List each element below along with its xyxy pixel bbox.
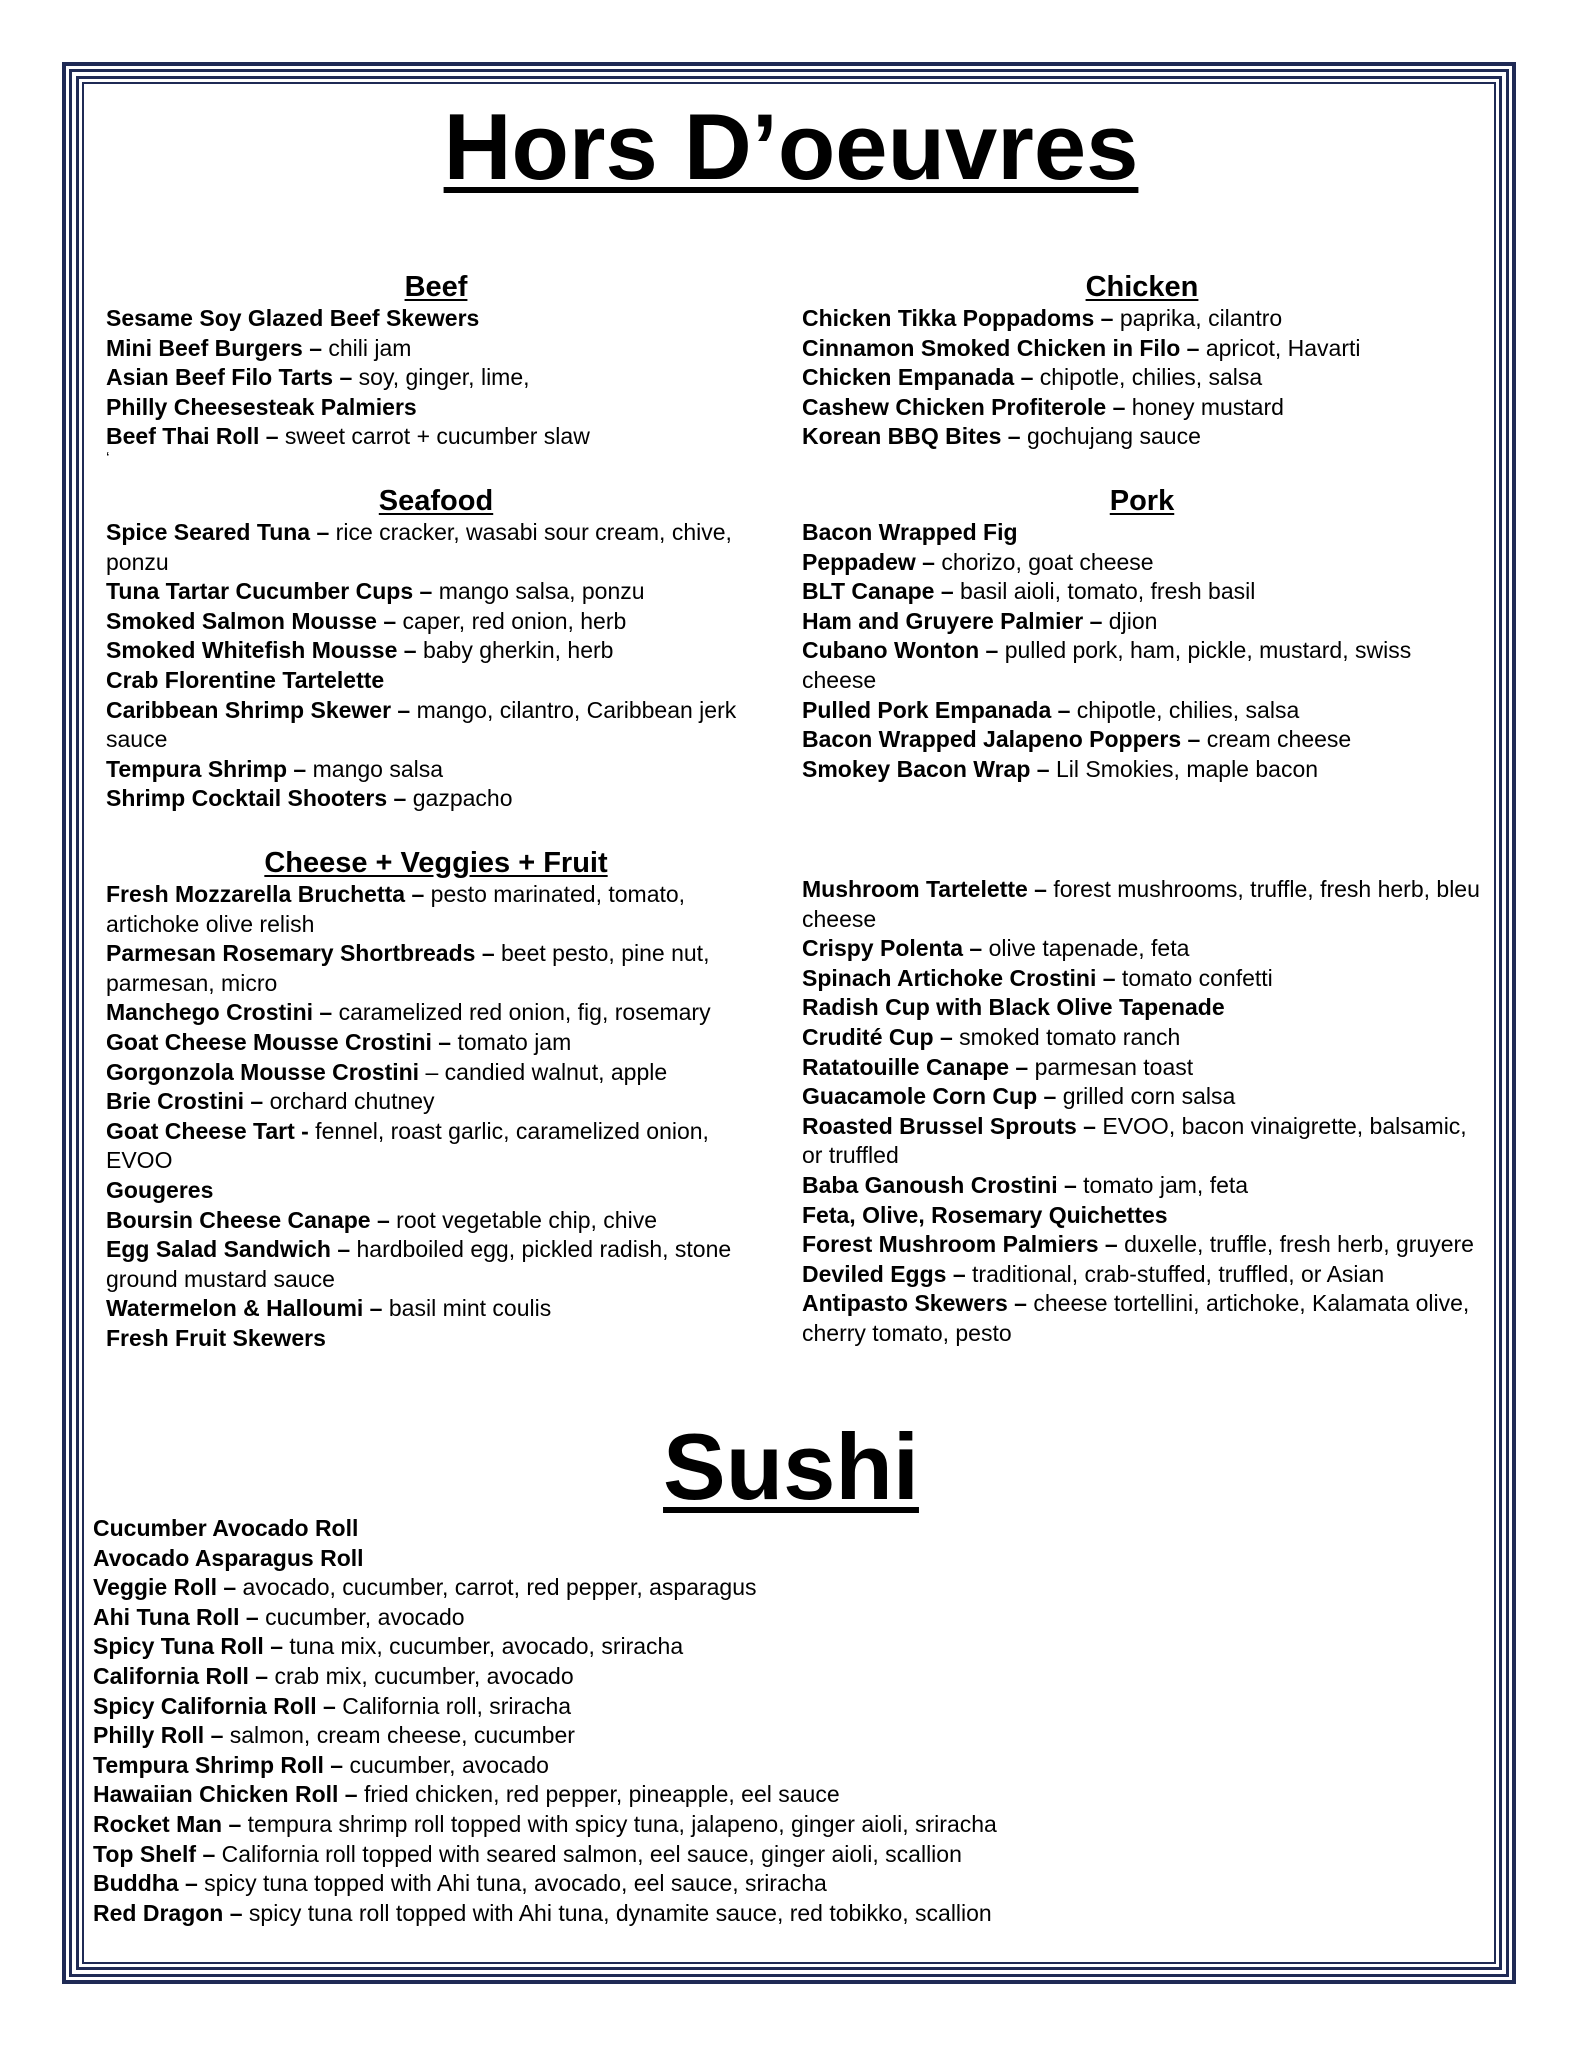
menu-item xyxy=(106,1324,766,1354)
menu-item xyxy=(106,1235,766,1294)
menu-item-description: basil mint coulis xyxy=(382,1295,552,1322)
menu-item-description: duxelle, truffle, fresh herb, gruyere xyxy=(1117,1231,1474,1258)
menu-item-name: Ham and Gruyere Palmier – xyxy=(802,607,1103,634)
menu-item-name: Chicken Tikka Poppadoms – xyxy=(802,305,1114,331)
menu-item-name: Manchego Crostini – xyxy=(106,999,333,1026)
menu-item-description: mango, cilantro, Caribbean jerk sauce xyxy=(106,696,737,753)
menu-item xyxy=(802,755,1482,785)
sushi-title: Sushi xyxy=(663,1414,919,1519)
menu-item-name: Roasted Brussel Sprouts – xyxy=(802,1112,1096,1139)
menu-item-name: Bacon Wrapped Fig xyxy=(802,519,1018,545)
menu-item-name: Ahi Tuna Roll – xyxy=(93,1603,259,1630)
menu-item xyxy=(93,1603,1493,1633)
menu-item-description: caper, red onion, herb xyxy=(396,607,627,634)
menu-item-description: soy, ginger, lime, xyxy=(352,364,530,391)
menu-item-name: Shrimp Cocktail Shooters – xyxy=(106,785,407,812)
menu-item-name: Fresh Fruit Skewers xyxy=(106,1324,326,1351)
menu-item-description: California roll topped with seared salmon, eel sauce, ginger aioli, scallion xyxy=(215,1840,962,1867)
menu-item xyxy=(93,1840,1493,1870)
menu-item xyxy=(106,518,766,577)
menu-item-description: EVOO, bacon vinaigrette, balsamic, or truffled xyxy=(802,1112,1467,1169)
menu-item-description: sweet carrot + cucumber slaw xyxy=(278,423,590,450)
menu-item-description: traditional, crab-stuffed, truffled, or Asian xyxy=(965,1260,1385,1287)
menu-item-name: Beef Thai Roll – xyxy=(106,423,279,450)
menu-item-name: Mushroom Tartelette – xyxy=(802,876,1047,902)
menu-item-name: Tempura Shrimp – xyxy=(106,755,307,782)
menu-item-description: cream cheese xyxy=(1200,726,1352,753)
menu-item xyxy=(93,1899,1493,1929)
menu-item-description: tomato jam xyxy=(451,1028,572,1055)
menu-item-name: Guacamole Corn Cup – xyxy=(802,1083,1057,1110)
menu-item-name: Egg Salad Sandwich – xyxy=(106,1236,351,1263)
menu-item xyxy=(802,1082,1482,1112)
cheese-veggies-fruit-section xyxy=(106,846,766,1354)
menu-item-name: Hawaiian Chicken Roll – xyxy=(93,1781,358,1808)
menu-item xyxy=(106,577,766,607)
menu-item xyxy=(106,1117,766,1176)
menu-item xyxy=(802,607,1482,637)
menu-item-description: smoked tomato ranch xyxy=(952,1023,1181,1050)
menu-item-name: Sesame Soy Glazed Beef Skewers xyxy=(106,305,480,331)
menu-item xyxy=(93,1662,1493,1692)
menu-item xyxy=(802,636,1482,695)
beef-heading: Beef xyxy=(404,271,468,303)
menu-item-description: California roll, sriracha xyxy=(335,1692,572,1719)
menu-item xyxy=(106,1087,766,1117)
menu-item xyxy=(802,548,1482,578)
menu-item-description: root vegetable chip, chive xyxy=(389,1206,657,1233)
menu-item xyxy=(93,1573,1493,1603)
menu-item-description: mango salsa, ponzu xyxy=(432,578,645,605)
menu-item-name: Smoked Whitefish Mousse – xyxy=(106,637,417,664)
menu-item xyxy=(106,1058,766,1088)
menu-item-description: paprika, cilantro xyxy=(1113,305,1283,331)
sushi-list xyxy=(93,1514,1493,1928)
menu-item xyxy=(93,1780,1493,1810)
menu-item xyxy=(106,607,766,637)
menu-item-name: Crudité Cup – xyxy=(802,1023,953,1050)
menu-item xyxy=(106,1176,766,1206)
menu-item xyxy=(802,304,1482,334)
menu-item-description: chorizo, goat cheese xyxy=(934,548,1154,575)
menu-item xyxy=(802,1230,1482,1260)
menu-item xyxy=(802,875,1482,934)
menu-item-description: hardboiled egg, pickled radish, stone ground mustard sauce xyxy=(106,1236,732,1292)
menu-item-name: Feta, Olive, Rosemary Quichettes xyxy=(802,1201,1168,1228)
menu-item-description: cucumber, avocado xyxy=(343,1751,549,1778)
menu-item-description: tuna mix, cucumber, avocado, sriracha xyxy=(283,1633,684,1660)
menu-item xyxy=(802,1053,1482,1083)
menu-item-name: Radish Cup with Black Olive Tapenade xyxy=(802,994,1225,1021)
menu-item-name: Philly Cheesesteak Palmiers xyxy=(106,393,417,420)
menu-item-name: Forest Mushroom Palmiers – xyxy=(802,1231,1118,1258)
menu-item-description: honey mustard xyxy=(1125,393,1284,420)
menu-item xyxy=(106,393,766,423)
menu-item-name: Spice Seared Tuna – xyxy=(106,519,330,545)
menu-item-name: Korean BBQ Bites – xyxy=(802,423,1021,450)
menu-item-description: Lil Smokies, maple bacon xyxy=(1049,755,1319,782)
menu-item-name: Spicy Tuna Roll – xyxy=(93,1633,283,1660)
menu-item xyxy=(106,784,766,814)
menu-item-name: Cucumber Avocado Roll xyxy=(93,1515,359,1541)
menu-item-description: spicy tuna topped with Ahi tuna, avocado, eel sauce, sriracha xyxy=(197,1870,827,1897)
menu-item-description: caramelized red onion, fig, rosemary xyxy=(332,999,711,1026)
menu-item xyxy=(93,1692,1493,1722)
hors-doeuvres-title: Hors D’oeuvres xyxy=(443,94,1139,199)
menu-item xyxy=(802,964,1482,994)
menu-item-description: tomato jam, feta xyxy=(1076,1171,1249,1198)
menu-item-name: Pulled Pork Empanada – xyxy=(802,696,1071,723)
menu-item xyxy=(106,696,766,755)
menu-item xyxy=(802,577,1482,607)
menu-item-name: Asian Beef Filo Tarts – xyxy=(106,364,353,391)
menu-item-name: Buddha – xyxy=(93,1870,198,1897)
menu-item-name: Ratatouille Canape – xyxy=(802,1053,1029,1080)
menu-item-name: Tempura Shrimp Roll – xyxy=(93,1751,344,1778)
menu-item-description: mango salsa xyxy=(306,755,444,782)
chicken-section xyxy=(802,270,1482,452)
menu-item xyxy=(106,304,766,334)
menu-item xyxy=(106,666,766,696)
menu-item-name: BLT Canape – xyxy=(802,578,954,605)
menu-item-name: Smoked Salmon Mousse – xyxy=(106,607,397,634)
stray-mark: ‘ xyxy=(106,449,110,467)
menu-item-description: spicy tuna roll topped with Ahi tuna, dynamite sauce, red tobikko, scallion xyxy=(242,1899,992,1926)
menu-item-name: Fresh Mozzarella Bruchetta – xyxy=(106,881,425,907)
menu-item-name: California Roll – xyxy=(93,1662,269,1689)
menu-item xyxy=(106,334,766,364)
menu-item xyxy=(802,696,1482,726)
menu-item-description: tomato confetti xyxy=(1115,964,1273,991)
menu-item xyxy=(106,1028,766,1058)
menu-item-name: Philly Roll – xyxy=(93,1722,224,1749)
menu-item-name: Deviled Eggs – xyxy=(802,1260,966,1287)
menu-item-name: Caribbean Shrimp Skewer – xyxy=(106,696,411,723)
menu-item-description: grilled corn salsa xyxy=(1056,1083,1236,1110)
menu-item-name: Antipasto Skewers – xyxy=(802,1290,1027,1317)
menu-item xyxy=(106,363,766,393)
menu-item xyxy=(106,1294,766,1324)
menu-item xyxy=(802,1260,1482,1290)
menu-item-description: cucumber, avocado xyxy=(258,1603,465,1630)
menu-item xyxy=(106,1206,766,1236)
seafood-section xyxy=(106,484,766,814)
menu-item xyxy=(93,1751,1493,1781)
pork-section xyxy=(802,484,1482,784)
menu-item-name: Tuna Tartar Cucumber Cups – xyxy=(106,578,433,605)
menu-item-description: djion xyxy=(1102,607,1158,634)
menu-item-name: Goat Cheese Tart - xyxy=(106,1117,309,1144)
menu-item-description: parmesan toast xyxy=(1028,1053,1194,1080)
menu-item-description: orchard chutney xyxy=(263,1088,435,1115)
pork-list xyxy=(802,518,1482,784)
menu-item xyxy=(802,393,1482,423)
menu-item-description: basil aioli, tomato, fresh basil xyxy=(953,578,1256,605)
menu-item-description: rice cracker, wasabi sour cream, chive, ponzu xyxy=(106,519,732,575)
menu-item-name: Watermelon & Halloumi – xyxy=(106,1295,383,1322)
seafood-list xyxy=(106,518,766,814)
chicken-heading: Chicken xyxy=(1085,271,1199,303)
menu-item-description: olive tapenade, feta xyxy=(982,935,1190,962)
menu-item-description: fennel, roast garlic, caramelized onion, EVOO xyxy=(106,1117,709,1174)
menu-item xyxy=(802,1171,1482,1201)
menu-item-name: Cinnamon Smoked Chicken in Filo – xyxy=(802,334,1200,361)
beef-section xyxy=(106,270,766,466)
menu-item-name: Top Shelf – xyxy=(93,1840,216,1867)
menu-item-name: Baba Ganoush Crostini – xyxy=(802,1171,1077,1198)
menu-item xyxy=(802,1112,1482,1171)
menu-item-name: Goat Cheese Mousse Crostini – xyxy=(106,1028,452,1055)
menu-item-name: Parmesan Rosemary Shortbreads – xyxy=(106,940,495,967)
menu-item-description: tempura shrimp roll topped with spicy tuna, jalapeno, ginger aioli, sriracha xyxy=(241,1810,997,1837)
menu-item-description: – candied walnut, apple xyxy=(419,1058,668,1085)
menu-item-name: Gougeres xyxy=(106,1176,214,1203)
menu-item xyxy=(802,1289,1482,1348)
menu-item xyxy=(802,1023,1482,1053)
seafood-heading: Seafood xyxy=(378,485,494,517)
menu-item-description: avocado, cucumber, carrot, red pepper, asparagus xyxy=(236,1574,757,1601)
menu-item xyxy=(106,939,766,998)
chicken-list xyxy=(802,304,1482,452)
menu-item-name: Boursin Cheese Canape – xyxy=(106,1206,390,1233)
menu-item-description: chili jam xyxy=(322,334,412,361)
pork-heading: Pork xyxy=(1109,485,1175,517)
menu-item xyxy=(106,880,766,939)
veggies-continued-section xyxy=(802,875,1482,1349)
menu-item xyxy=(106,755,766,785)
menu-item-name: Rocket Man – xyxy=(93,1810,242,1837)
menu-item-name: Bacon Wrapped Jalapeno Poppers – xyxy=(802,726,1201,753)
menu-item-description: apricot, Havarti xyxy=(1199,334,1361,361)
menu-item-description: salmon, cream cheese, cucumber xyxy=(223,1722,575,1749)
menu-item-description: fried chicken, red pepper, pineapple, eel sauce xyxy=(357,1781,840,1808)
menu-item-name: Veggie Roll – xyxy=(93,1574,237,1601)
menu-item-description: crab mix, cucumber, avocado xyxy=(268,1662,574,1689)
menu-item-description: pesto marinated, tomato, artichoke olive relish xyxy=(106,881,686,937)
menu-item-name: Red Dragon – xyxy=(93,1899,243,1926)
menu-item-name: Spinach Artichoke Crostini – xyxy=(802,964,1116,991)
menu-item xyxy=(93,1721,1493,1751)
menu-item-description: gazpacho xyxy=(406,785,513,812)
menu-item-name: Avocado Asparagus Roll xyxy=(93,1544,364,1571)
menu-item-description: forest mushrooms, truffle, fresh herb, bleu cheese xyxy=(802,876,1480,932)
menu-item xyxy=(93,1632,1493,1662)
menu-item-description: beet pesto, pine nut, parmesan, micro xyxy=(106,940,710,996)
menu-item-description: cheese tortellini, artichoke, Kalamata olive, cherry tomato, pesto xyxy=(802,1290,1470,1346)
menu-item xyxy=(802,422,1482,452)
menu-item-name: Cashew Chicken Profiterole – xyxy=(802,393,1126,420)
menu-item xyxy=(93,1869,1493,1899)
menu-item xyxy=(106,636,766,666)
menu-item-name: Crab Florentine Tartelette xyxy=(106,666,385,693)
menu-item-description: pulled pork, ham, pickle, mustard, swiss cheese xyxy=(802,637,1412,693)
menu-item xyxy=(802,1201,1482,1231)
menu-item xyxy=(93,1810,1493,1840)
menu-item-description: chipotle, chilies, salsa xyxy=(1033,364,1263,391)
menu-item-description: baby gherkin, herb xyxy=(416,637,614,664)
menu-item-name: Gorgonzola Mousse Crostini xyxy=(106,1058,420,1085)
menu-item xyxy=(802,334,1482,364)
menu-item xyxy=(106,422,766,452)
menu-item-name: Spicy California Roll – xyxy=(93,1692,336,1719)
menu-item-name: Cubano Wonton – xyxy=(802,637,999,664)
menu-item xyxy=(106,998,766,1028)
cheese-list xyxy=(106,880,766,1354)
menu-item xyxy=(93,1514,1493,1544)
menu-item-name: Brie Crostini – xyxy=(106,1088,264,1115)
veggies-continued-list xyxy=(802,875,1482,1349)
menu-item xyxy=(93,1544,1493,1574)
menu-item xyxy=(802,725,1482,755)
menu-item xyxy=(802,934,1482,964)
menu-item-name: Mini Beef Burgers – xyxy=(106,334,322,361)
menu-item xyxy=(802,518,1482,548)
beef-list xyxy=(106,304,766,452)
menu-item xyxy=(802,363,1482,393)
menu-item-name: Chicken Empanada – xyxy=(802,364,1034,391)
menu-item-description: gochujang sauce xyxy=(1020,423,1201,450)
sushi-section xyxy=(93,1514,1493,1928)
menu-item xyxy=(802,993,1482,1023)
cheese-veggies-fruit-heading: Cheese + Veggies + Fruit xyxy=(264,847,608,879)
menu-item-name: Peppadew – xyxy=(802,548,935,575)
menu-item-description: chipotle, chilies, salsa xyxy=(1070,696,1300,723)
menu-item-name: Smokey Bacon Wrap – xyxy=(802,755,1050,782)
menu-item-name: Crispy Polenta – xyxy=(802,935,983,962)
